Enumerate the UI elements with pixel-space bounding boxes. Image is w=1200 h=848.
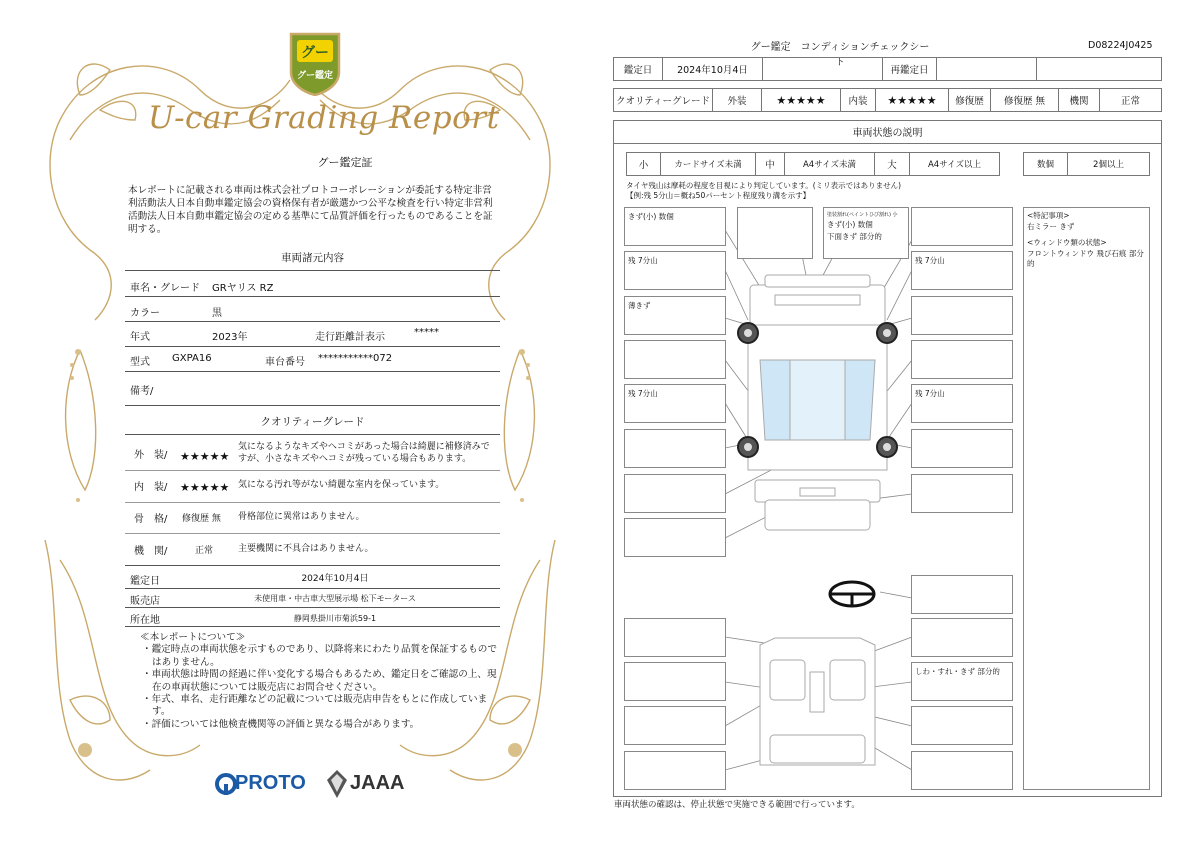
grade-label: クオリティーグレード <box>613 88 713 112</box>
inspection-date-label: 鑑定日 <box>130 576 160 587</box>
interior-label: 内 装/ <box>134 482 168 493</box>
c2-main: きず(小) 数個 下面きず 部分的 <box>827 220 882 241</box>
color-value: 黒 <box>212 308 222 319</box>
engine-value: 正常 <box>195 546 214 556</box>
exterior-label: 外 装/ <box>134 450 168 461</box>
certificate-statement: 本レポートに記載される車両は株式会社プロトコーポレーションが委託する特定非営利活動法人日本自動車鑑定協会の資格保有者が厳選かつ公平な検査を行い特定非営利活動法人日本自動車鑑定協会の定める基準にて品質評価を行ったものであることを証明する。 <box>128 185 493 235</box>
damage-box-r7 <box>911 474 1013 513</box>
damage-box-r4 <box>911 340 1013 379</box>
proto-logo-text: PROTO <box>235 772 306 794</box>
divider <box>125 296 500 297</box>
size-mid: 中 <box>755 152 785 176</box>
damage-box-r3 <box>911 296 1013 335</box>
damage-box-c1 <box>737 207 813 259</box>
damage-box-ir2: しわ・すれ・きず 部分的 <box>911 662 1013 701</box>
damage-box-l6 <box>624 429 726 468</box>
damage-box-steering <box>911 575 1013 614</box>
damage-box-ir1 <box>911 618 1013 657</box>
date-value: 2024年10月4日 <box>662 57 763 81</box>
tire-note: タイヤ残山は摩耗の程度を目視により判定しています。(ミリ表示ではありません) <box>626 181 902 190</box>
condition-check-sheet <box>600 0 1200 848</box>
window-remarks-title: <ウィンドウ類の状態> <box>1027 238 1107 247</box>
divider <box>125 502 500 503</box>
damage-box-l8 <box>624 518 726 557</box>
inspection-date-value: 2024年10月4日 <box>301 574 369 584</box>
mileage-value: ***** <box>414 327 439 338</box>
size-big-desc: A4サイズ以上 <box>909 152 1000 176</box>
car-name-value: GRヤリス RZ <box>212 283 274 294</box>
engine-description: 主要機関に不具合はありません。 <box>238 544 374 554</box>
report-title: U-car Grading Report <box>148 100 500 136</box>
note-item: ・評価については他検査機関等の評価と異なる場合があります。 <box>142 718 420 730</box>
damage-box-il1 <box>624 618 726 657</box>
model-label: 型式 <box>130 357 150 368</box>
damage-box-l2: 残 7分山 <box>624 251 726 290</box>
sheet-title: グー鑑定 コンディションチェックシート <box>750 42 930 68</box>
damage-box-l3: 薄きず <box>624 296 726 335</box>
damage-box-r6 <box>911 429 1013 468</box>
sheet-id: D08224J0425 <box>1088 40 1153 51</box>
interior-description: 気になる汚れ等がない綺麗な室内を保っています。 <box>238 480 445 490</box>
model-value: GXPA16 <box>172 353 212 364</box>
address-value: 静岡県掛川市菊浜59-1 <box>293 614 377 623</box>
note-item: ・年式、車名、走行距離などの記載については販売店申告をもとに作成しています。 <box>142 694 488 718</box>
ext-stars: ★★★★★ <box>761 88 841 112</box>
size-small: 小 <box>626 152 661 176</box>
svg-text:グー: グー <box>301 45 329 61</box>
damage-box-ir4 <box>911 751 1013 790</box>
damage-box-il3 <box>624 706 726 745</box>
size-big: 大 <box>874 152 910 176</box>
condition-header: 車両状態の説明 <box>613 120 1162 144</box>
divider <box>125 533 500 534</box>
quality-header: クオリティーグレード <box>260 416 365 428</box>
damage-box-l4 <box>624 340 726 379</box>
special-remarks-title: <特記事項> <box>1027 211 1070 220</box>
interior-stars: ★★★★★ <box>180 481 230 494</box>
size-mid-desc: A4サイズ未満 <box>784 152 875 176</box>
engine-label: 機関 <box>1058 88 1100 112</box>
certificate-title: グー鑑定証 <box>317 156 373 169</box>
year-label: 年式 <box>130 332 150 343</box>
frame-value: 修復歴 無 <box>182 514 221 524</box>
chassis-label: 車台番号 <box>265 357 305 368</box>
repair-label: 修復歴 <box>948 88 991 112</box>
divider <box>125 270 500 271</box>
damage-box-c2 <box>823 207 909 259</box>
remarks-label: 備考/ <box>130 386 154 397</box>
divider <box>125 588 500 589</box>
proto-logo-icon <box>215 773 237 795</box>
exterior-stars: ★★★★★ <box>180 450 230 463</box>
note-item: ・鑑定時点の車両状態を示すものであり、以降将来にわたり品質を保証するものではありません。 <box>142 644 497 668</box>
int-stars: ★★★★★ <box>875 88 949 112</box>
c2-note: 塗装割れ(ペイントひび割れ) 小 <box>827 212 898 218</box>
divider <box>125 405 500 406</box>
report-notes <box>140 632 500 731</box>
jaaa-logo-text: JAAA <box>350 772 405 794</box>
footer-note: 車両状態の確認は、停止状態で実施できる範囲で行っています。 <box>614 800 860 810</box>
address-label: 所在地 <box>130 615 160 626</box>
steering-wheel-icon <box>830 582 874 606</box>
note-item: ・車両状態は時間の経過に伴い変化する場合もあるため、鑑定日をご確認の上、現在の車両状態については販売店にお問合せください。 <box>142 669 497 693</box>
goo-kantei-badge <box>287 32 343 96</box>
car-name-label: 車名・グレード <box>130 283 200 294</box>
ext-label: 外装 <box>712 88 762 112</box>
divider <box>125 321 500 322</box>
divider <box>125 607 500 608</box>
divider <box>125 565 500 566</box>
frame-label: 骨 格/ <box>134 514 168 525</box>
damage-box-il2 <box>624 662 726 701</box>
shop-value: 未使用車・中古車大型展示場 松下モータース <box>254 594 416 603</box>
damage-box-l1: きず(小) 数個 <box>624 207 726 246</box>
notes-title: ≪本レポートについて≫ <box>140 632 246 643</box>
engine-value: 正常 <box>1099 88 1162 112</box>
exterior-description: 気になるようなキズやヘコミがあった場合は綺麗に補修済みですが、小さなキズやヘコミが残っている場合もあります。 <box>238 442 490 464</box>
damage-box-r2: 残 7分山 <box>911 251 1013 290</box>
count-desc: 2個以上 <box>1067 152 1150 176</box>
divider <box>125 626 500 627</box>
damage-box-il4 <box>624 751 726 790</box>
damage-box-l5: 残 7分山 <box>624 384 726 423</box>
shop-label: 販売店 <box>130 596 160 607</box>
jaaa-logo-icon <box>327 770 347 798</box>
year-value: 2023年 <box>212 332 248 343</box>
size-small-desc: カードサイズ未満 <box>660 152 756 176</box>
special-remarks: 右ミラー きず <box>1027 221 1075 231</box>
count-label: 数個 <box>1023 152 1068 176</box>
divider <box>125 434 500 435</box>
engine-label: 機 関/ <box>134 546 168 557</box>
divider <box>125 470 500 471</box>
logos <box>215 768 415 800</box>
date-label: 鑑定日 <box>613 57 663 81</box>
remarks-panel <box>1023 207 1150 790</box>
repair-value: 修復歴 無 <box>990 88 1059 112</box>
damage-box-r5: 残 7分山 <box>911 384 1013 423</box>
damage-box-l7 <box>624 474 726 513</box>
reinspect-label: 再鑑定日 <box>882 57 937 81</box>
window-remarks: フロントウィンドウ 飛び石痕 部分的 <box>1027 248 1144 268</box>
color-label: カラー <box>130 308 160 319</box>
frame-description: 骨格部位に異常はありません。 <box>238 512 365 522</box>
tire-example: 【例:残 5分山＝概ね50パーセント程度残り溝を示す】 <box>626 191 811 200</box>
spec-header: 車両諸元内容 <box>281 252 344 264</box>
damage-box-ir3 <box>911 706 1013 745</box>
mileage-label: 走行距離計表示 <box>315 332 385 343</box>
chassis-value: ***********072 <box>318 353 393 364</box>
damage-box-r1 <box>911 207 1013 246</box>
divider <box>125 346 500 347</box>
badge-label: グー鑑定 <box>296 71 333 81</box>
int-label: 内装 <box>840 88 876 112</box>
divider <box>125 371 500 372</box>
